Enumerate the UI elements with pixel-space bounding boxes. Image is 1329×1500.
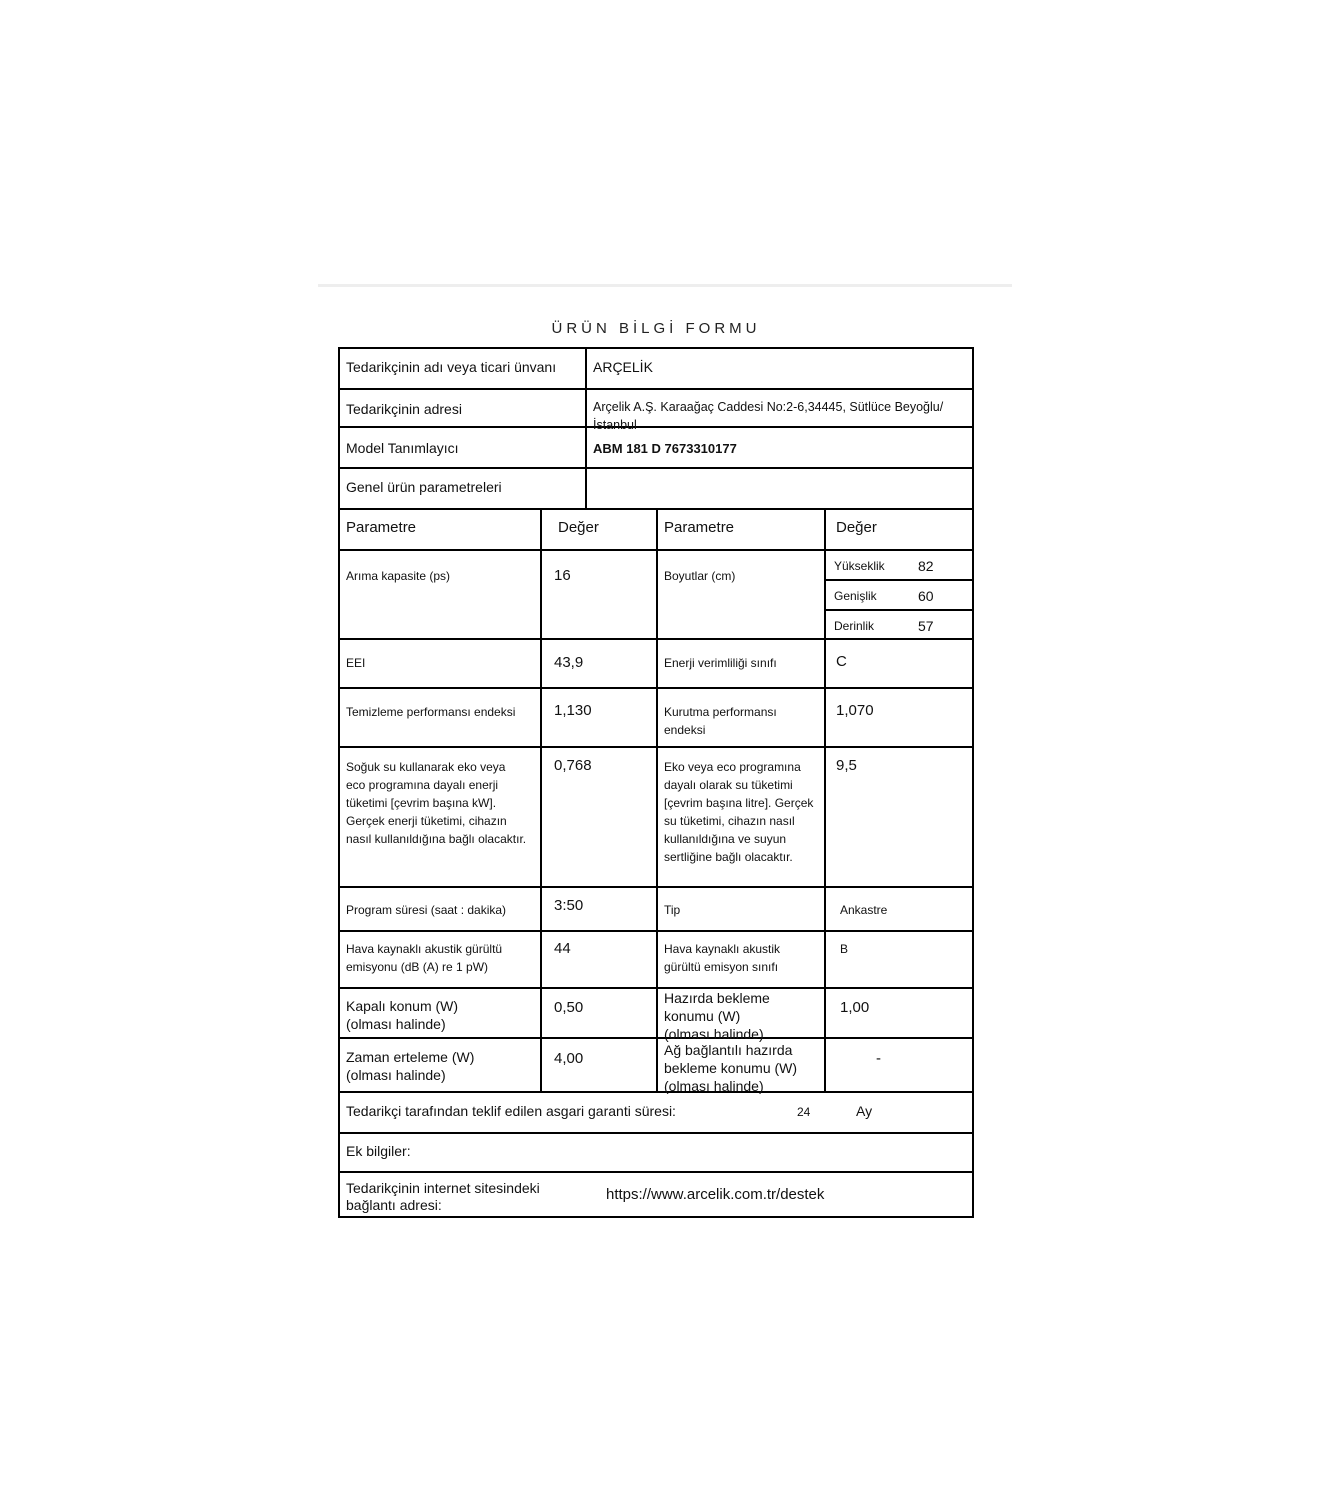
dimension-row xyxy=(826,581,972,611)
general-params-row xyxy=(340,469,972,510)
param-label: Zaman erteleme (W) (olması halinde) xyxy=(346,1049,475,1083)
header-value-1: Değer xyxy=(558,519,599,536)
model-value: ABM 181 D 7673310177 xyxy=(593,441,737,456)
dimension-label: Yükseklik xyxy=(834,559,885,573)
page-top-divider xyxy=(318,284,1012,287)
header-parameter-1: Parametre xyxy=(346,519,417,536)
extra-info-row xyxy=(340,1134,972,1173)
table-row xyxy=(340,989,972,1042)
param-value: 43,9 xyxy=(554,654,584,671)
param-label: Kapalı konum (W) (olması halinde) xyxy=(346,998,459,1032)
warranty-label: Tedarikçi tarafından teklif edilen asgari garanti süresi: xyxy=(346,1103,676,1119)
param-label: Hava kaynaklı akustik gürültü emisyon sınıfı xyxy=(664,942,781,974)
param-value: 9,5 xyxy=(836,757,857,774)
dimensions-block xyxy=(824,551,972,638)
param-label: Tip xyxy=(664,903,681,917)
supplier-name-value: ARÇELİK xyxy=(593,359,653,375)
warranty-row xyxy=(340,1093,972,1134)
website-link[interactable]: https://www.arcelik.com.tr/destek xyxy=(606,1186,825,1203)
dimension-value: 60 xyxy=(918,588,934,604)
param-value: 4,00 xyxy=(554,1050,584,1067)
dimension-value: 57 xyxy=(918,618,934,634)
param-value: 44 xyxy=(554,940,571,957)
param-label: Hava kaynaklı akustik gürültü emisyonu (dB (A) re 1 pW) xyxy=(346,942,503,974)
param-label: Arıma kapasite (ps) xyxy=(346,569,451,583)
warranty-value: 24 xyxy=(797,1105,811,1119)
param-label: Temizleme performansı endeksi xyxy=(346,705,516,719)
param-label: Boyutlar (cm) xyxy=(664,569,736,583)
param-value: 3:50 xyxy=(554,897,584,914)
dimension-row xyxy=(826,611,972,641)
dimension-row xyxy=(826,551,972,581)
extra-info-label: Ek bilgiler: xyxy=(346,1143,411,1159)
dimension-label: Genişlik xyxy=(834,589,877,603)
dimension-label: Derinlik xyxy=(834,619,875,633)
table-row xyxy=(340,932,972,989)
table-row xyxy=(340,640,972,689)
param-value: 0,50 xyxy=(554,999,584,1016)
form-title: ÜRÜN BİLGİ FORMU xyxy=(551,320,761,337)
param-value: 16 xyxy=(554,567,571,584)
param-label: Program süresi (saat : dakika) xyxy=(346,903,507,917)
table-row xyxy=(340,551,972,640)
table-row xyxy=(340,888,972,932)
model-label: Model Tanımlayıcı xyxy=(346,440,459,456)
table-row xyxy=(340,1039,972,1093)
table-header-row xyxy=(340,510,972,551)
header-value-2: Değer xyxy=(836,519,877,536)
supplier-address-value: Arçelik A.Ş. Karaağaç Caddesi No:2-6,34445, Sütlüce Beyoğlu/İstanbul xyxy=(593,400,944,432)
warranty-unit: Ay xyxy=(856,1103,873,1119)
website-label: Tedarikçinin internet sitesindeki bağlantı adresi: xyxy=(346,1180,540,1213)
param-value: C xyxy=(836,653,847,670)
supplier-address-row xyxy=(340,390,972,432)
param-value: - xyxy=(876,1050,881,1067)
param-value: Ankastre xyxy=(840,903,888,917)
param-value: B xyxy=(840,942,849,956)
param-value: 1,070 xyxy=(836,702,874,719)
param-value: 0,768 xyxy=(554,757,592,774)
header-parameter-2: Parametre xyxy=(664,519,735,536)
param-value: 1,00 xyxy=(840,999,870,1016)
param-label: EEI xyxy=(346,656,366,670)
param-label: Kurutma performansı endeksi xyxy=(664,705,777,737)
website-row xyxy=(340,1173,972,1216)
param-label: Eko veya eco programına dayalı olarak su tüketimi [çevrim başına litre]. Gerçek su tüketimi, cihazın nasıl kullanıldığına ve suyun sertliğine bağlı olacaktır. xyxy=(664,760,814,864)
general-params-label: Genel ürün parametreleri xyxy=(346,479,502,495)
param-label: Soğuk su kullanarak eko veya eco programına dayalı enerji tüketimi [çevrim başına kW]. Gerçek enerji tüketimi, cihazın nasıl kullanıldığına bağlı olacaktır. xyxy=(346,760,527,846)
param-label: Enerji verimliliği sınıfı xyxy=(664,656,777,670)
param-label: Ağ bağlantılı hazırda bekleme konumu (W) (olması halinde) xyxy=(664,1042,798,1094)
supplier-address-label: Tedarikçinin adresi xyxy=(346,401,462,417)
product-info-form xyxy=(338,347,974,1218)
table-row xyxy=(340,689,972,748)
supplier-name-row xyxy=(340,349,972,390)
param-label: Hazırda bekleme konumu (W) (olması halinde) xyxy=(664,990,770,1042)
model-row xyxy=(340,428,972,469)
supplier-name-label: Tedarikçinin adı veya ticari ünvanı xyxy=(346,359,557,375)
dimension-value: 82 xyxy=(918,558,934,574)
param-value: 1,130 xyxy=(554,702,592,719)
table-row xyxy=(340,748,972,888)
